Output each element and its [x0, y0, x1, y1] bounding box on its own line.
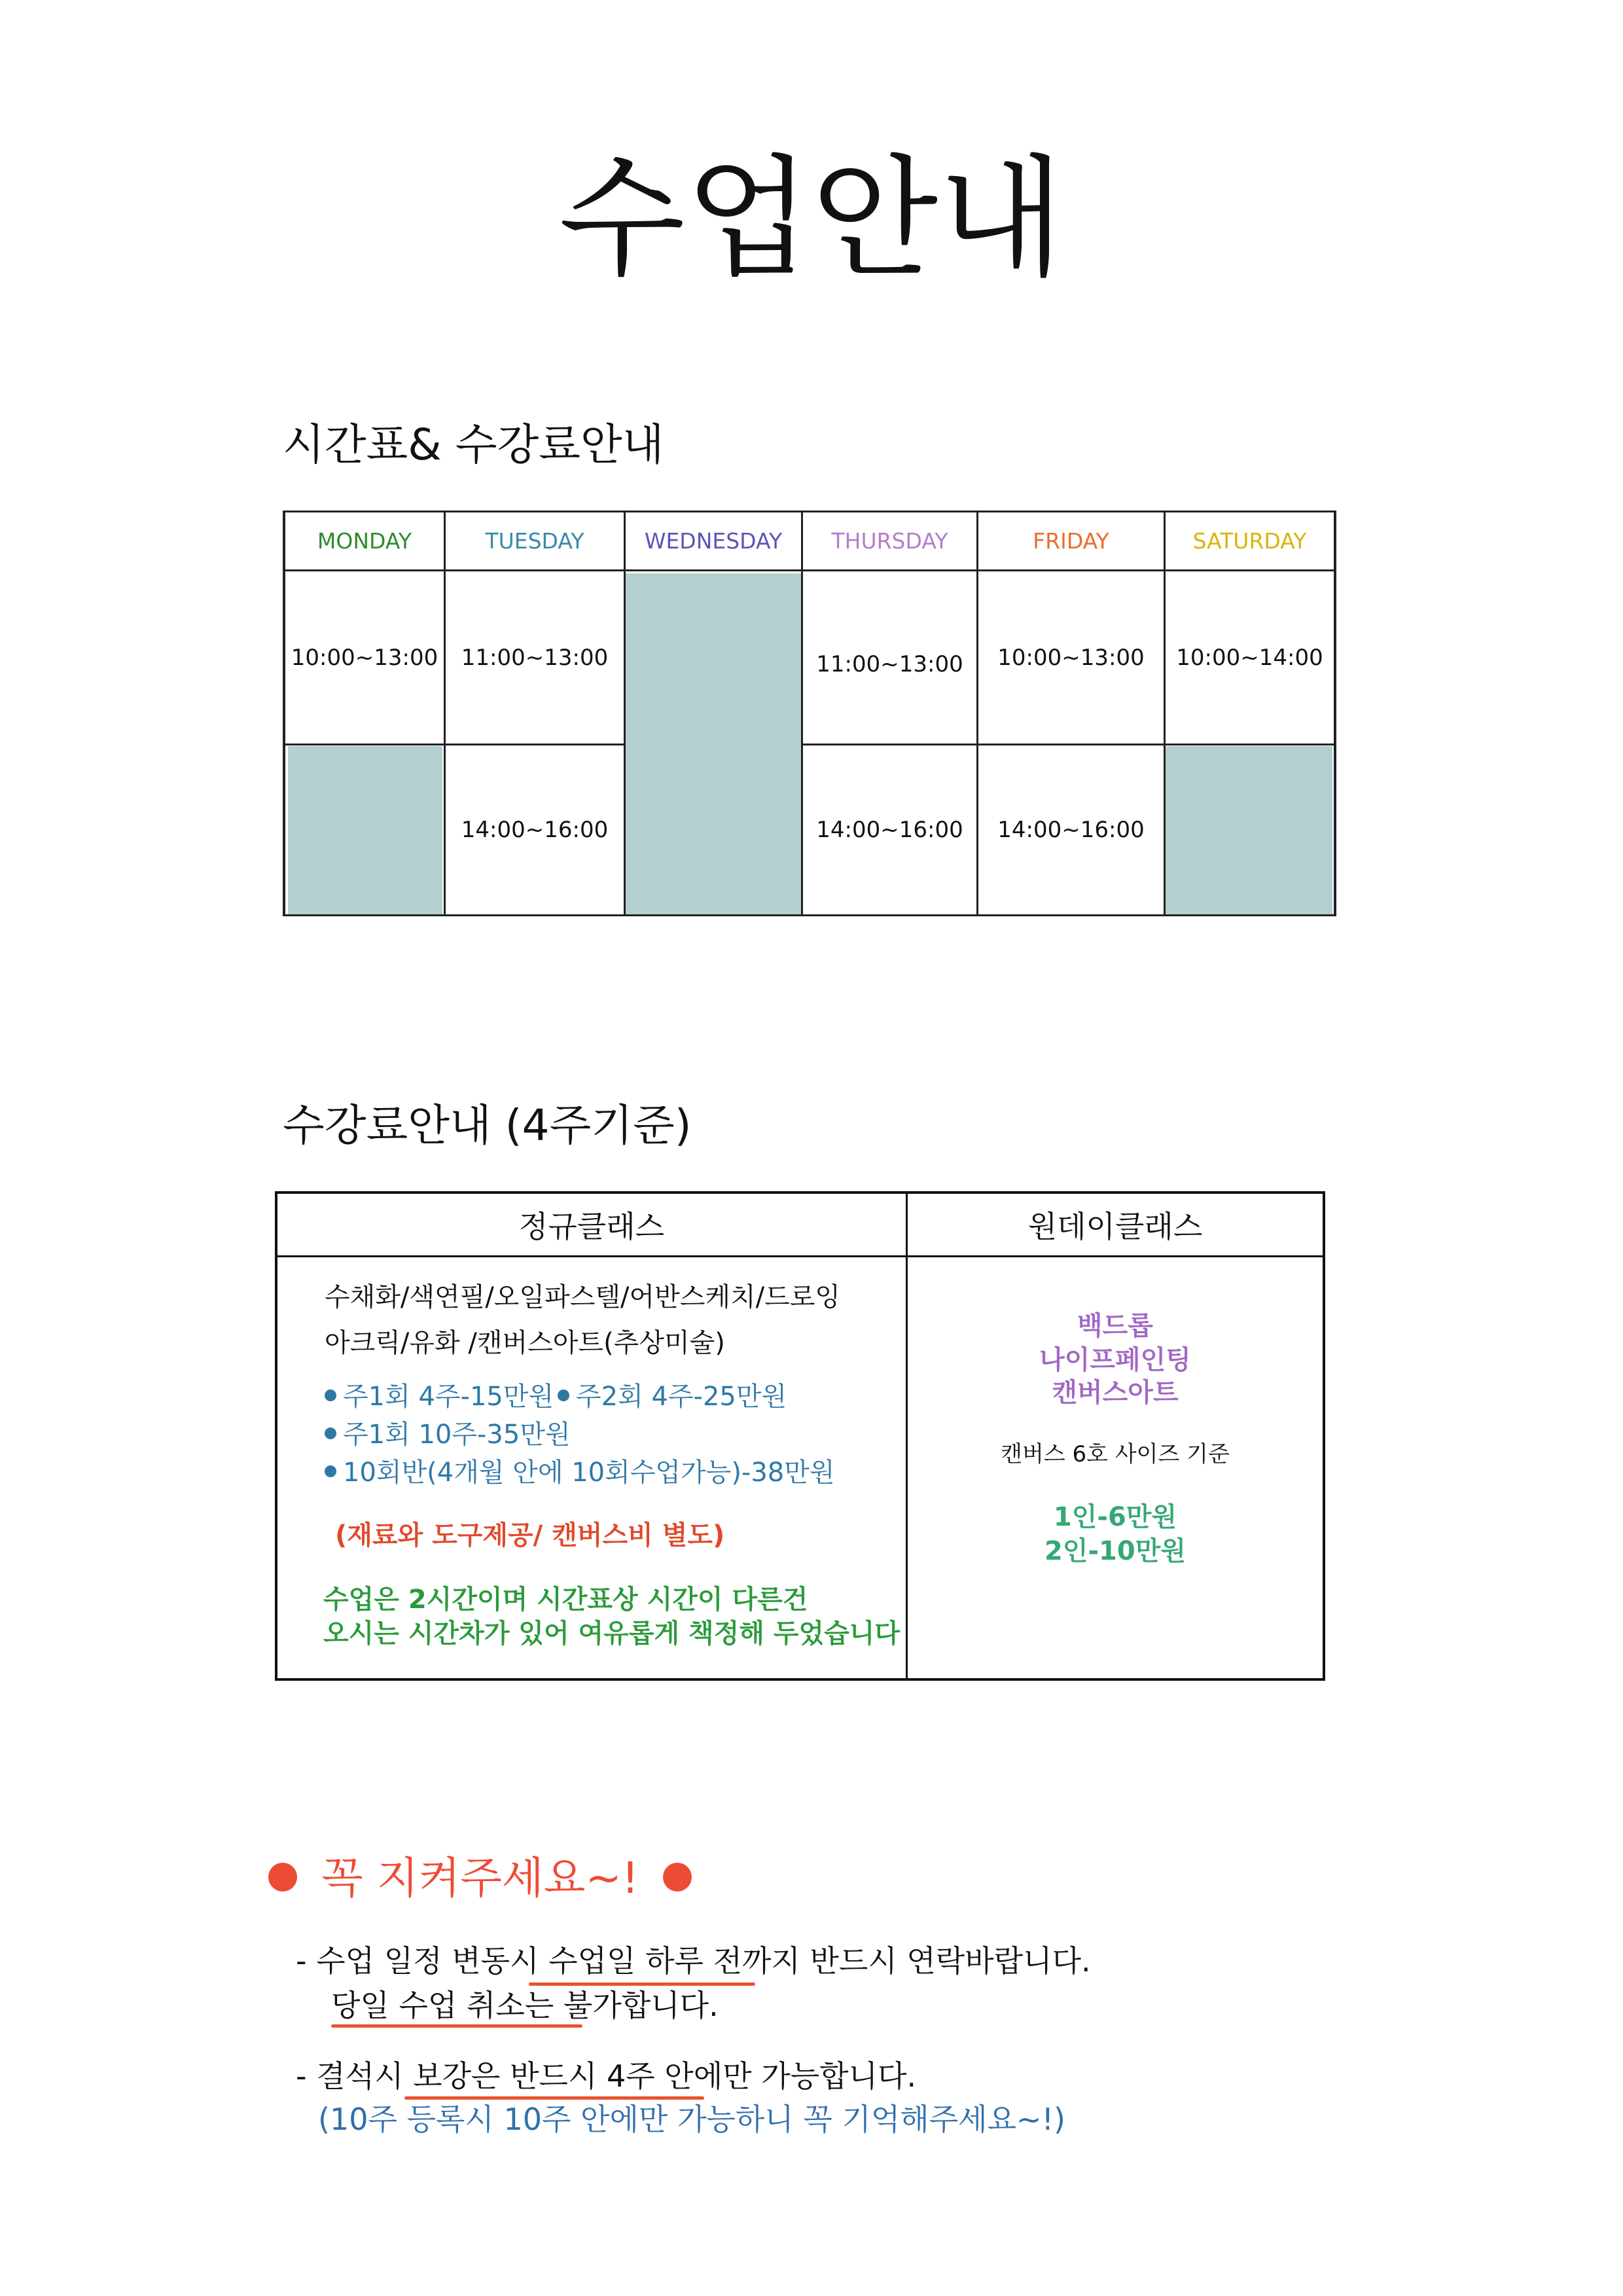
rule-1-line-1: - 수업 일정 변동시 수업일 하루 전까지 반드시 연락바랍니다. [296, 1943, 1091, 1979]
time-note-line-2: 오시는 시간차가 있어 여유롭게 책정해 두었습니다 [323, 1619, 901, 1649]
day-header-tuesday: TUESDAY [485, 528, 584, 554]
rule-2-line-1: - 결석시 보강은 반드시 4주 안에만 가능합니다. [296, 2058, 917, 2094]
rule-1-line-2: 당일 수업 취소는 불가합니다. [331, 1988, 719, 2023]
oneday-item-backdrop: 백드롭 [1077, 1311, 1153, 1341]
thursday-slot-1: 11:00~13:00 [816, 651, 963, 677]
friday-slot-1: 10:00~13:00 [997, 644, 1145, 671]
oneday-item-canvas-art: 캔버스아트 [1052, 1378, 1179, 1408]
tuesday-slot-1: 11:00~13:00 [461, 644, 609, 671]
thursday-slot-2: 14:00~16:00 [816, 817, 963, 843]
price-once-4weeks: 주1회 4주-15만원 [325, 1378, 554, 1415]
fees-heading: 수강료안내 (4주기준) [283, 1100, 692, 1151]
schedule-heading: 시간표& 수강료안내 [283, 420, 664, 470]
saturday-empty-cell [1164, 746, 1332, 916]
tuesday-slot-2: 14:00~16:00 [461, 817, 609, 843]
underline-mark [331, 2024, 582, 2028]
fee-table [275, 1191, 1325, 1681]
day-header-thursday: THURSDAY [831, 528, 948, 554]
oneday-price-1-person: 1인-6만원 [1053, 1502, 1177, 1532]
price-10-sessions: 10회반(4개월 안에 10회수업가능)-38만원 [325, 1454, 835, 1491]
day-header-friday: FRIDAY [1033, 528, 1109, 554]
red-dot-icon [663, 1863, 692, 1892]
saturday-slot-1: 10:00~14:00 [1176, 644, 1323, 671]
oneday-price-2-person: 2인-10만원 [1044, 1536, 1186, 1566]
monday-slot-1: 10:00~13:00 [291, 644, 438, 671]
page-title: 수업안내 [558, 143, 1065, 295]
bullet-icon [325, 1390, 336, 1401]
material-note: (재료와 도구제공/ 캔버스비 별도) [335, 1520, 725, 1551]
subjects-line-2: 아크릭/유화 /캔버스아트(추상미술) [325, 1328, 725, 1358]
notice-heading: 꼭 지켜주세요~! [268, 1849, 692, 1908]
bullet-icon [325, 1427, 336, 1439]
bullet-icon [558, 1390, 569, 1401]
day-header-wednesday: WEDNESDAY [644, 528, 783, 554]
timetable [283, 511, 1336, 916]
friday-slot-2: 14:00~16:00 [997, 817, 1145, 843]
subjects-line-1: 수채화/색연필/오일파스텔/어반스케치/드로잉 [325, 1282, 841, 1312]
regular-class-header: 정규클래스 [518, 1209, 665, 1244]
rule-2-line-2: (10주 등록시 10주 안에만 가능하니 꼭 기억해주세요~!) [318, 2102, 1065, 2137]
oneday-class-header: 원데이클래스 [1027, 1209, 1203, 1244]
bullet-icon [325, 1465, 336, 1477]
day-header-saturday: SATURDAY [1192, 528, 1307, 554]
wednesday-empty-cell [626, 573, 801, 916]
oneday-item-knife-painting: 나이프페인팅 [1039, 1345, 1191, 1375]
time-note-line-1: 수업은 2시간이며 시간표상 시간이 다른건 [323, 1585, 808, 1615]
canvas-size-note: 캔버스 6호 사이즈 기준 [1001, 1441, 1230, 1467]
red-dot-icon [268, 1863, 297, 1892]
price-once-10weeks: 주1회 10주-35만원 [325, 1416, 571, 1453]
day-header-monday: MONDAY [317, 528, 412, 554]
price-twice-4weeks: 주2회 4주-25만원 [558, 1378, 787, 1415]
monday-empty-cell [288, 746, 442, 916]
